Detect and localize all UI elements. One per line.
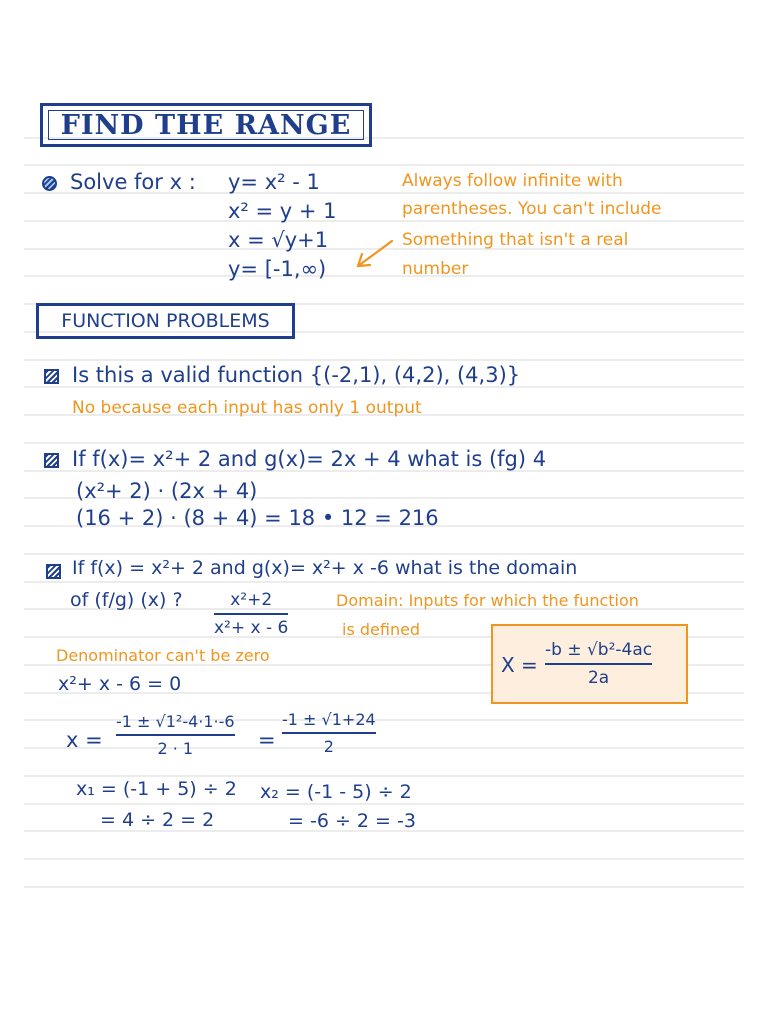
q2-step-1: (x²+ 2) · (2x + 4) xyxy=(76,479,258,503)
arrow-icon xyxy=(358,241,392,266)
formula-lhs: X = xyxy=(501,653,538,677)
domain-note-1: Domain: Inputs for which the function xyxy=(336,591,639,610)
x1-step-2: = 4 ÷ 2 = 2 xyxy=(100,809,215,831)
quadratic-numerator-2: -1 ± √1+24 xyxy=(282,710,376,729)
question-3b: of (f/g) (x) ? xyxy=(70,589,183,611)
note-line-4: number xyxy=(402,259,469,279)
equation-zero: x²+ x - 6 = 0 xyxy=(58,673,182,695)
step-3: x = √y+1 xyxy=(228,228,329,252)
solve-label: Solve for x : xyxy=(70,170,196,194)
step-4: y= [-1,∞) xyxy=(228,257,327,281)
question-2: If f(x)= x²+ 2 and g(x)= 2x + 4 what is (fg) 4 xyxy=(72,447,547,471)
quadratic-denominator-1: 2 · 1 xyxy=(157,739,194,758)
note-line-2: parentheses. You can't include xyxy=(402,199,662,219)
answer-1: No because each input has only 1 output xyxy=(72,398,422,418)
step-1: y= x² - 1 xyxy=(228,170,320,194)
question-1: Is this a valid function {(-2,1), (4,2), (4,3)} xyxy=(72,363,521,387)
x1-step-1: x₁ = (-1 + 5) ÷ 2 xyxy=(76,778,237,800)
section-heading: FUNCTION PROBLEMS xyxy=(36,303,295,339)
note-line-1: Always follow infinite with xyxy=(402,171,623,191)
fraction-denominator: x²+ x - 6 xyxy=(214,618,289,638)
quadratic-bar-2 xyxy=(282,732,376,734)
question-3a: If f(x) = x²+ 2 and g(x)= x²+ x -6 what is the domain xyxy=(72,557,578,579)
quadratic-bar-1 xyxy=(116,734,235,736)
quadratic-fraction-1 xyxy=(116,712,235,758)
quadratic-numerator-1: -1 ± √1²-4·1·-6 xyxy=(116,712,235,731)
x2-step-1: x₂ = (-1 - 5) ÷ 2 xyxy=(260,781,412,803)
checkbox-icon xyxy=(44,453,59,468)
fg-fraction xyxy=(214,590,288,638)
formula-bar xyxy=(545,663,652,665)
step-2: x² = y + 1 xyxy=(228,199,337,223)
q2-step-2: (16 + 2) · (8 + 4) = 18 • 12 = 216 xyxy=(76,506,439,530)
formula-denominator: 2a xyxy=(587,668,610,688)
page-title: FIND THE RANGE xyxy=(48,110,364,140)
note-line-3: Something that isn't a real xyxy=(402,230,629,250)
x2-step-2: = -6 ÷ 2 = -3 xyxy=(288,810,416,832)
denominator-note: Denominator can't be zero xyxy=(56,646,270,665)
checkbox-icon xyxy=(42,176,57,191)
equals-sign: = xyxy=(258,728,276,752)
fraction-numerator: x²+2 xyxy=(230,590,273,610)
title-box xyxy=(40,103,372,147)
fraction-bar xyxy=(214,613,288,615)
domain-note-2: is defined xyxy=(342,620,421,639)
quadratic-fraction-2 xyxy=(282,710,376,756)
checkbox-icon xyxy=(44,369,59,384)
quadratic-lhs: x = xyxy=(66,728,103,752)
checkbox-icon xyxy=(46,564,61,579)
quadratic-formula-box xyxy=(491,624,688,704)
formula-fraction xyxy=(545,640,652,688)
quadratic-denominator-2: 2 xyxy=(323,737,334,756)
formula-numerator: -b ± √b²-4ac xyxy=(545,640,653,660)
